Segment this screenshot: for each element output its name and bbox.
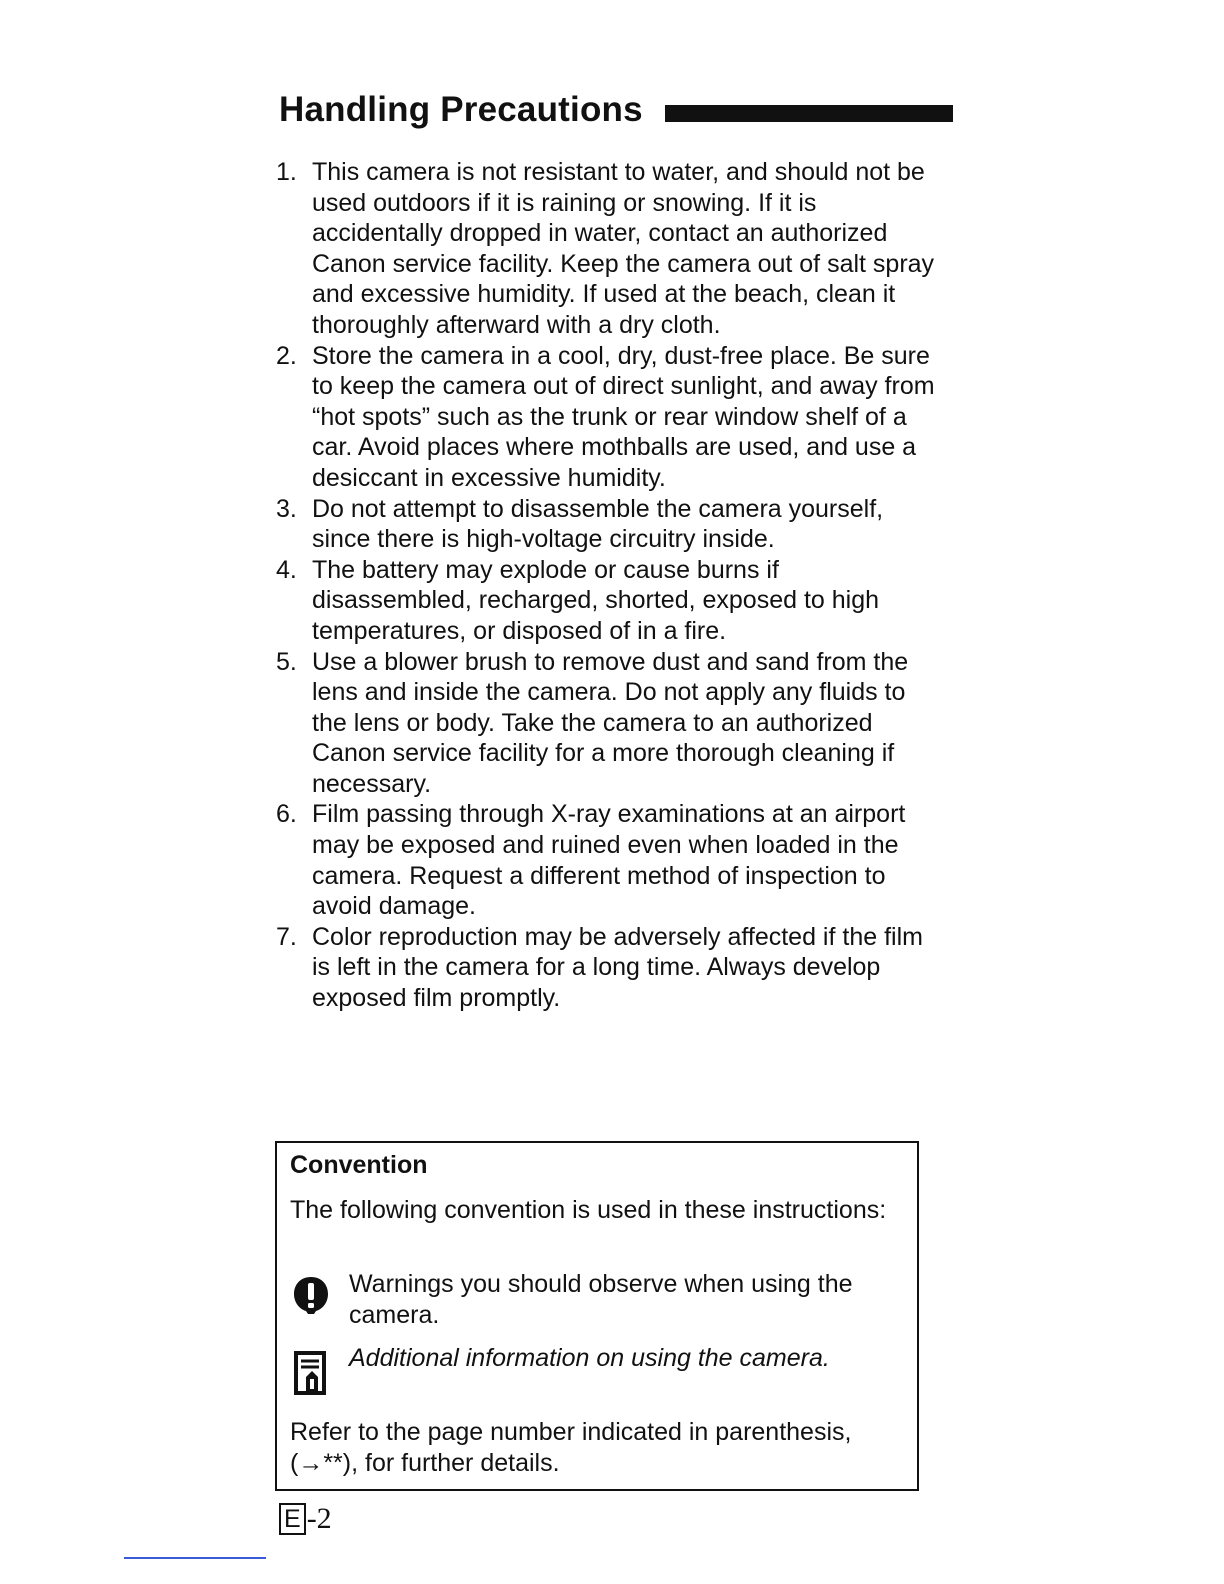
item-number: 2.: [276, 341, 297, 370]
item-number: 3.: [276, 494, 297, 523]
page-title: Handling Precautions: [279, 90, 643, 129]
item-text: Do not attempt to disassemble the camera yourself, since there is high-voltage circuitry inside.: [312, 494, 884, 554]
list-item: [276, 494, 936, 555]
precautions-list: [276, 157, 936, 1014]
item-number: 7.: [276, 922, 297, 951]
convention-intro: The following convention is used in these instructions:: [290, 1196, 887, 1224]
convention-title: Convention: [290, 1151, 428, 1179]
list-item: [276, 647, 936, 800]
page-number-value: -2: [306, 1502, 332, 1535]
item-text: This camera is not resistant to water, and should not be used outdoors if it is raining or snowing. If it is accidentally dropped in water, contact an authorized Canon service facility. Keep the camera out of salt spray and excessive humidity. If used at the beach, clean it thoroughly afterward with a dry cloth.: [312, 158, 935, 339]
item-number: 4.: [276, 555, 297, 584]
list-item: [276, 922, 936, 1014]
memo-icon: [292, 1349, 330, 1407]
list-item: [276, 157, 936, 341]
item-number: 6.: [276, 800, 297, 829]
item-number: 5.: [276, 647, 297, 676]
item-text: The battery may explode or cause burns if disassembled, recharged, shorted, exposed to high temperatures, or disposed of in a fire.: [312, 555, 880, 645]
section-header: [279, 86, 999, 134]
list-item: [276, 555, 936, 647]
convention-box: [275, 1141, 919, 1491]
convention-footer: Refer to the page number indicated in parenthesis, (→**), for further details.: [290, 1418, 852, 1477]
item-text: Use a blower brush to remove dust and sand from the lens and inside the camera. Do not apply any fluids to the lens or body. Take the camera to an authorized Canon service facility for a more thorough cleaning if necessary.: [312, 647, 909, 798]
list-item: [276, 341, 936, 494]
list-item: [276, 799, 936, 921]
language-badge: E: [279, 1503, 306, 1535]
bottom-rule: [124, 1557, 266, 1559]
item-text: Color reproduction may be adversely affected if the film is left in the camera for a long time. Always develop exposed film promptly.: [312, 922, 923, 1013]
warning-icon: [292, 1275, 330, 1323]
item-text: Film passing through X-ray examinations at an airport may be exposed and ruined even when loaded in the camera. Request a different method of inspection to avoid damage.: [312, 800, 906, 921]
info-text: Additional information on using the camera.: [349, 1344, 830, 1372]
warning-text: Warnings you should observe when using the camera.: [349, 1270, 853, 1329]
item-number: 1.: [276, 158, 297, 186]
item-text: Store the camera in a cool, dry, dust-free place. Be sure to keep the camera out of direct sunlight, and away from “hot spots” such as the trunk or rear window shelf of a car. Avoid places where mothballs are used, and use a desiccant in excessive humidity.: [312, 341, 935, 492]
title-rule: [665, 105, 953, 122]
page-number: [279, 1502, 332, 1536]
